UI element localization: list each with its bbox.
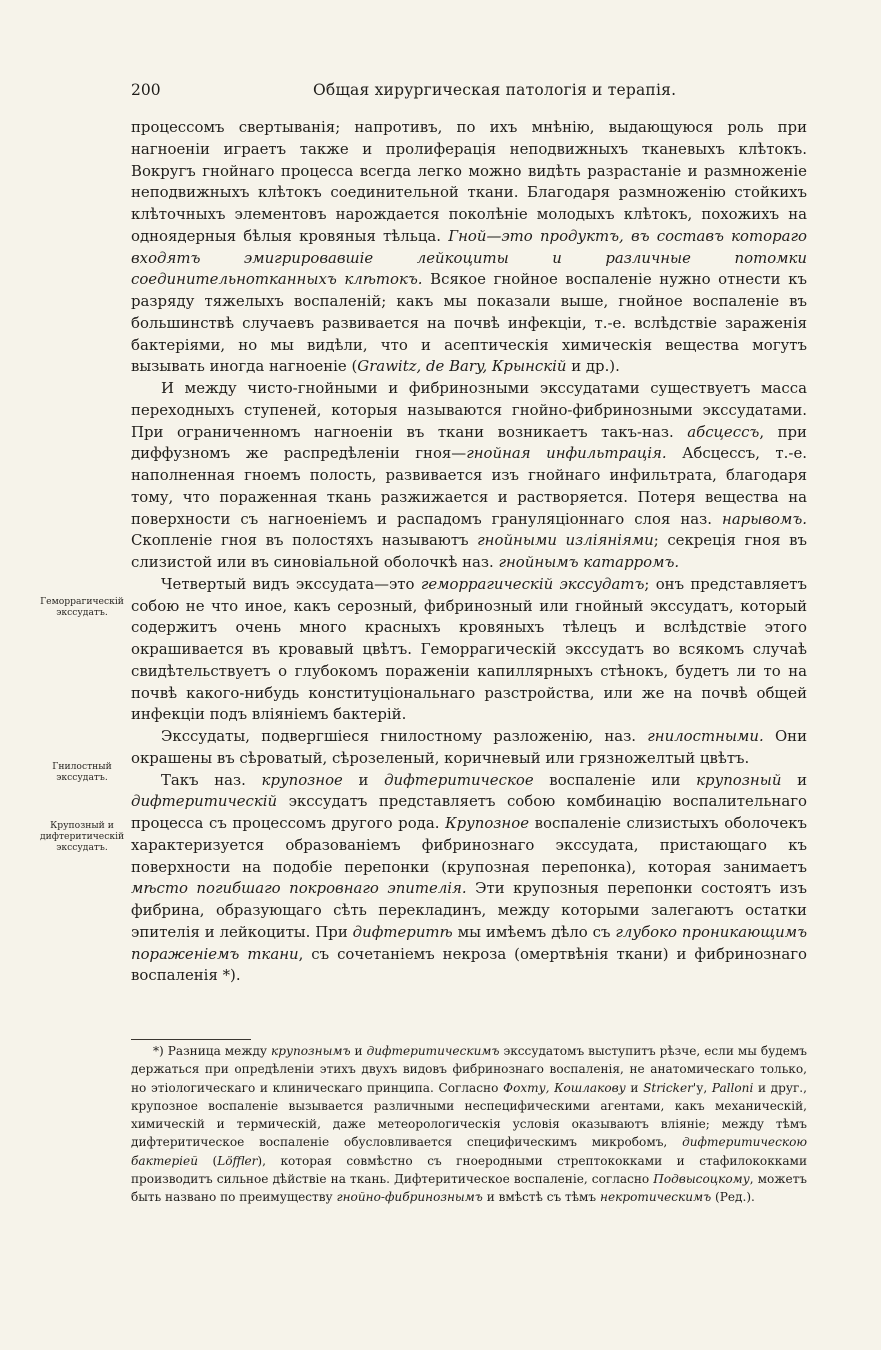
footnote-rule: [131, 1039, 251, 1040]
page-number: 200: [131, 81, 161, 99]
margin-note-putrid: Гнилостный экссудатъ.: [52, 761, 112, 783]
emphasis: некротическимъ: [599, 1190, 712, 1205]
emphasis: гнойно-фибринознымъ: [336, 1190, 483, 1205]
text-run: мы имѣемъ дѣло съ: [452, 922, 616, 941]
text-run: и др.).: [566, 357, 620, 376]
text-run: и: [781, 770, 807, 789]
emphasis: мѣсто погибшаго покровнаго эпителія.: [131, 879, 467, 898]
text-run: , можетъ быть названо по преимуществу: [131, 1172, 808, 1205]
text-run: воспаленіе или: [533, 770, 697, 789]
paragraph: [131, 117, 807, 378]
text-run: Скопленіе гноя въ полостяхъ называютъ: [131, 531, 478, 550]
emphasis: гнойнымъ катарромъ.: [498, 553, 680, 571]
margin-note-hemorrhagic: Геморрагическій экссудатъ.: [40, 596, 124, 618]
text-run: Экссудаты, подвергшіеся гнилостному разложенію, наз.: [161, 727, 648, 745]
text-run: экссудатомъ выступитъ рѣзче, если мы будемъ держаться при опредѣленіи этихъ двухъ видовъ фибринознаго воспаленія, не анатомическаго только, но этіологическаго и клиническаго принципа. Согласно: [131, 1044, 807, 1095]
text-run: И между чисто-гнойными и фибринозными экссудатами существуетъ масса переходныхъ ступеней, которыя называются гнойно-фибринозными экссудатами. При ограниченномъ нагноеніи въ ткани возникаетъ такъ-наз.: [131, 379, 807, 441]
emphasis: Löffler: [217, 1153, 258, 1168]
emphasis: дифтеритическій: [131, 792, 278, 811]
text-run: и вмѣстѣ съ тѣмъ: [482, 1190, 600, 1205]
paragraph: [131, 574, 807, 726]
paragraph: [131, 378, 807, 574]
emphasis: Гной—это продуктъ, въ составъ котораго входятъ эмигрировавшіе лейкоциты и различные потомки соединительнотканныхъ клѣтокъ.: [131, 226, 807, 289]
emphasis: гнойная инфильтрація.: [466, 444, 667, 463]
text-run: ; секреція гноя въ слизистой или въ синовіальной оболочкѣ наз.: [131, 531, 807, 571]
margin-note-croupous: Крупозный и дифтеритическій экссудатъ.: [40, 820, 125, 853]
text-run: и: [625, 1080, 644, 1095]
text-run: и: [350, 1044, 367, 1058]
text-run: (Ред.).: [711, 1190, 755, 1205]
emphasis: дифтеритическою бактеріей: [131, 1135, 807, 1168]
emphasis: Подвысоцкому: [653, 1172, 750, 1187]
running-title: Общая хирургическая патологія и терапія.: [313, 81, 677, 99]
emphasis: Фохту, Кошлакову: [503, 1080, 626, 1095]
main-text: [131, 117, 807, 987]
emphasis: Palloni: [711, 1080, 754, 1095]
text-run: воспаленіе слизистыхъ оболочекъ характеризуется образованіемъ фибринознаго экссудата, пристающаго къ поверхности на подобіе перепонки (крупозная перепонка), которая занимаетъ: [131, 814, 807, 876]
text-run: Они окрашены въ сѣроватый, сѣрозеленый, коричневый или грязножелтый цвѣтъ.: [131, 727, 808, 767]
page-header: [131, 77, 807, 103]
text-run: *) Разница между: [153, 1044, 271, 1058]
emphasis: крупозное: [261, 770, 343, 789]
text-run: , съ сочетаніемъ некроза (омертвѣнія ткани) и фибринознаго воспаленія *).: [131, 944, 807, 985]
text-run: ; онъ представляетъ собою не что иное, какъ серозный, фибринозный или гнойный экссудатъ, который содержитъ очень много красныхъ кровяныхъ тѣлецъ и вслѣдствіе этого окрашивается въ кровавый цвѣтъ. Геморрагическій экссудатъ во всякомъ случаѣ свидѣтельствуетъ о глубокомъ пораженіи капиллярныхъ стѣнокъ, будетъ ли то на почвѣ какого-нибудь конституціональнаго разстройства, или же на почвѣ общей инфекціи подъ вліяніемъ бактерій.: [131, 574, 808, 724]
emphasis: Stricker: [643, 1080, 693, 1095]
emphasis: нарывомъ.: [722, 509, 807, 528]
emphasis: абсцессъ: [687, 422, 760, 441]
footnote: [131, 1042, 807, 1207]
emphasis: геморрагическій экссудатъ: [420, 574, 645, 593]
text-run: (: [198, 1153, 218, 1168]
emphasis: дифтеритическимъ: [366, 1044, 500, 1058]
text-run: Абсцессъ, т.-е. наполненная гноемъ полость, развивается изъ гнойнаго инфильтрата, благодаря тому, что пораженная ткань разжижается и растворяется. Потеря вещества на поверхности съ нагноеніемъ и распадомъ грануляціоннаго слоя наз.: [131, 444, 807, 528]
text-run: и друг., крупозное воспаленіе вызывается различными неспецифическими агентами, какъ механическій, химическій и термическій, даже метеорологическія условія оказываютъ вліяніе; между тѣмъ дифтеритическое воспаленіе обусловливается специфическимъ микробомъ,: [131, 1080, 807, 1150]
emphasis: Grawitz, de Bary, Крынскій: [357, 357, 567, 376]
emphasis: гнойными изліяніями: [477, 531, 654, 550]
text-run: Такъ наз.: [161, 770, 262, 789]
paragraph: [131, 726, 807, 770]
emphasis: Крупозное: [445, 814, 530, 832]
text-run: Всякое гнойное воспаленіе нужно отнести къ разряду тяжелыхъ воспаленій; какъ мы показали выше, гнойное воспаленіе въ большинствѣ случаевъ развивается на почвѣ инфекціи, т.-е. вслѣдствіе зараженія бактеріями, но мы видѣли, что и асептическія химическія вещества могутъ вызывать иногда нагноеніе (: [131, 270, 807, 376]
text-run: процессомъ свертыванія; напротивъ, по ихъ мнѣнію, выдающуюся роль при нагноеніи играетъ также и пролиферація неподвижныхъ тканевыхъ клѣтокъ. Вокругъ гнойнаго процесса всегда легко можно видѣть разрастаніе и размноженіе неподвижныхъ клѣтокъ соединительной ткани. Благодаря размноженію стойкихъ клѣточныхъ элементовъ нарождается поколѣніе молодыхъ клѣтокъ, похожихъ на одноядерныя бѣлыя кровяныя тѣльца.: [131, 118, 807, 245]
paragraph: [131, 770, 807, 988]
emphasis: гнилостными.: [647, 727, 764, 745]
text-run: Эти крупозныя перепонки состоятъ изъ фибрина, образующаго сѣть перекладинъ, между которыми залегаютъ остатки эпителія и лейкоциты. При: [131, 879, 807, 941]
emphasis: крупозный: [696, 770, 782, 789]
text-run: и: [342, 770, 385, 789]
text-run: , при диффузномъ же распредѣленіи гноя—: [131, 422, 807, 463]
emphasis: крупознымъ: [271, 1044, 351, 1058]
text-run: Четвертый видъ экссудата—это: [161, 574, 421, 593]
emphasis: глубоко проникающимъ пораженіемъ ткани: [131, 922, 808, 963]
text-run: ), которая совмѣстно съ гноеродными стрептококками и стафилококками производитъ сильное дѣйствіе на ткань. Дифтеритическое воспаленіе, согласно: [131, 1153, 808, 1187]
text-run: экссудатъ представляетъ собою комбинацію воспалительнаго процесса съ процессомъ другого рода.: [131, 792, 807, 832]
emphasis: дифтеритическое: [384, 770, 534, 789]
emphasis: дифтеритѣ: [352, 922, 453, 941]
text-run: 'у,: [692, 1080, 712, 1095]
